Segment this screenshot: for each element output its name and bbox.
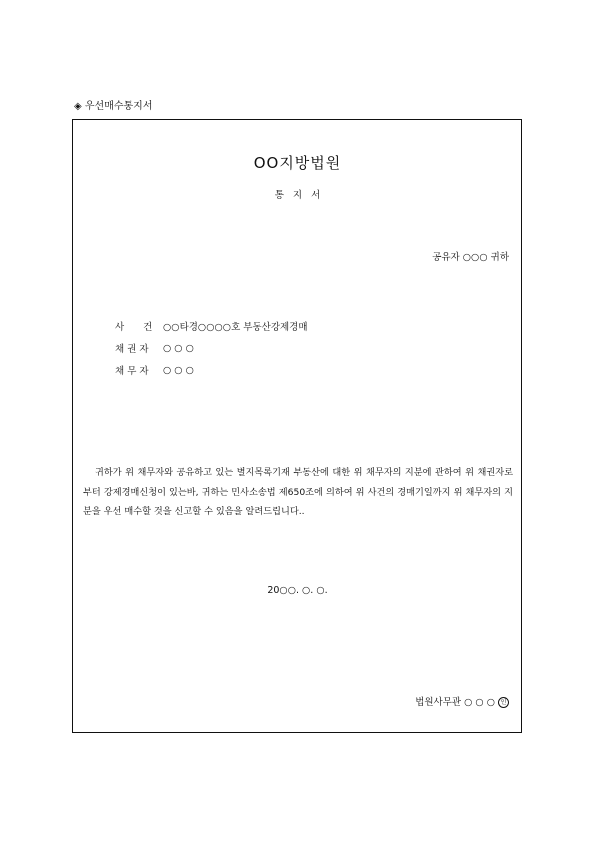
creditor-label: 채 권 자 <box>115 344 149 355</box>
signature-line <box>415 694 509 708</box>
clerk-signature: 법원사무관 ○ ○ ○ <box>415 697 495 708</box>
notice-body-text: 귀하가 위 채무자와 공유하고 있는 별지목록기재 부동산에 대한 위 채무자의 지분에 관하여 위 채권자로부터 강제경매신청이 있는바, 귀하는 민사소송법 제650조에 의하여 위 사건의 경매기일까지 위 채무자의 지분을 우선 매수할 것을 신고할 수 있음을 알려드립니다.. <box>83 467 513 517</box>
document-frame <box>72 119 522 733</box>
seal-icon: 인 <box>498 697 509 708</box>
debtor-value: ○ ○ ○ <box>163 364 194 376</box>
case-row <box>115 315 308 337</box>
case-info-table <box>115 315 308 381</box>
case-value: ○○타경○○○○호 부동산강제경매 <box>163 322 308 333</box>
debtor-label: 채 무 자 <box>115 366 149 377</box>
court-title: OO지방법원 <box>253 154 342 172</box>
case-label: 사 건 <box>115 322 153 333</box>
issue-date: 20○○. ○. ○. <box>267 585 328 596</box>
debtor-row <box>115 359 308 381</box>
form-type-label: ◈ 우선매수통지서 <box>74 101 153 112</box>
recipient-line: 공유자 ○○○ 귀하 <box>432 252 509 263</box>
creditor-row <box>115 337 308 359</box>
creditor-value: ○ ○ ○ <box>163 342 194 354</box>
document-title: 통 지 서 <box>274 190 321 201</box>
